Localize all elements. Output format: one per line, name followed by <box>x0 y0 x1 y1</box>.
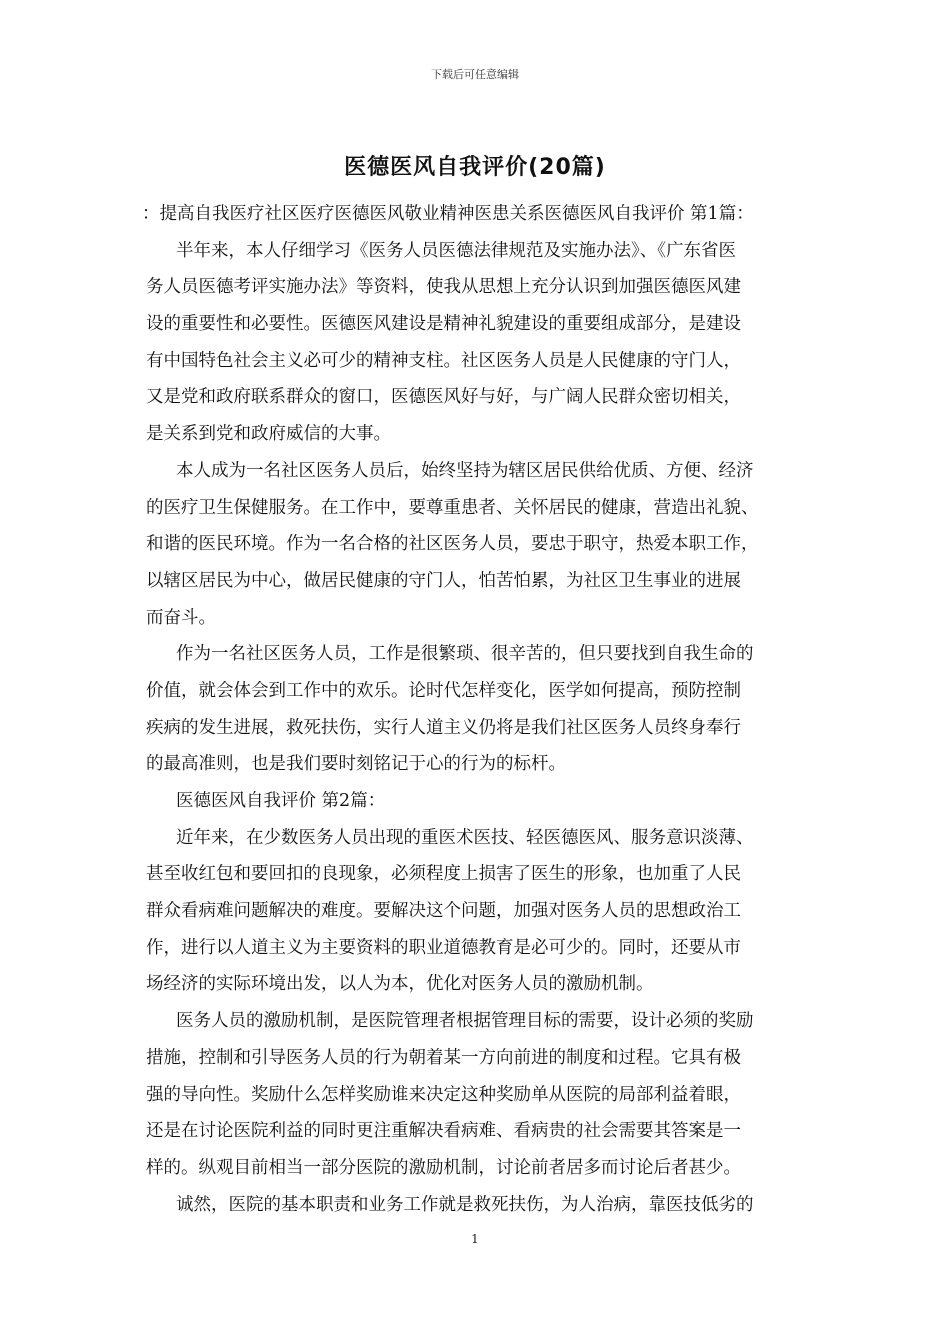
document-body <box>142 196 826 1223</box>
text-line: 样的。纵观目前相当一部分医院的激励机制，讨论前者居多而讨论后者甚少。 <box>146 1157 741 1178</box>
text-line: 疾病的发生进展，救死扶伤，实行人道主义仍将是我们社区医务人员终身奉行 <box>146 717 741 738</box>
text-line: 本人成为一名社区医务人员后，始终坚持为辖区居民供给优质、方便、经济 <box>176 460 754 481</box>
text-line: 近年来，在少数医务人员出现的重医术医技、轻医德医风、服务意识淡薄、 <box>176 827 754 848</box>
page-header: 下载后可任意编辑 <box>431 68 519 81</box>
text-line: 作为一名社区医务人员，工作是很繁琐、很辛苦的，但只要找到自我生命的 <box>176 644 754 665</box>
keywords-line: ：提高自我医疗社区医疗医德医风敬业精神医患关系医德医风自我评价 第1篇： <box>142 204 754 224</box>
document-title: 医德医风自我评价(20篇) <box>344 155 606 180</box>
text-line: 务人员医德考评实施办法》等资料，使我从思想上充分认识到加强医德医风建 <box>146 277 741 298</box>
text-line: 措施，控制和引导医务人员的行为朝着某一方向前进的制度和过程。它具有极 <box>146 1047 741 1068</box>
text-line: 的最高准则，也是我们要时刻铭记于心的行为的标杆。 <box>146 754 566 775</box>
text-line: 作，进行以人道主义为主要资料的职业道德教育是必可少的。同时，还要从市 <box>146 937 741 958</box>
text-line: 有中国特色社会主义必可少的精神支柱。社区医务人员是人民健康的守门人， <box>146 350 741 371</box>
text-line: 场经济的实际环境出发，以人为本，优化对医务人员的激励机制。 <box>146 974 654 995</box>
text-line: 半年来，本人仔细学习《医务人员医德法律规范及实施办法》、《广东省医 <box>176 240 736 261</box>
text-line: 是关系到党和政府威信的大事。 <box>146 424 391 445</box>
text-line: 强的导向性。奖励什么怎样奖励谁来决定这种奖励单从医院的局部利益着眼， <box>146 1084 741 1105</box>
text-line: 医务人员的激励机制，是医院管理者根据管理目标的需要，设计必须的奖励 <box>176 1011 754 1032</box>
text-line: 诚然，医院的基本职责和业务工作就是救死扶伤，为人治病，靠医技低劣的 <box>176 1194 754 1215</box>
text-line: 群众看病难问题解决的难度。要解决这个问题，加强对医务人员的思想政治工 <box>146 901 741 922</box>
text-line: 设的重要性和必要性。医德医风建设是精神礼貌建设的重要组成部分，是建设 <box>146 314 741 335</box>
text-line: 又是党和政府联系群众的窗口，医德医风好与好，与广阔人民群众密切相关， <box>146 387 741 408</box>
text-line: 和谐的医民环境。作为一名合格的社区医务人员，要忠于职守，热爱本职工作， <box>146 534 759 555</box>
text-line: 的医疗卫生保健服务。在工作中，要尊重患者、关怀居民的健康，营造出礼貌、 <box>146 497 759 518</box>
page-number: 1 <box>471 1232 479 1246</box>
text-line: 甚至收红包和要回扣的良现象，必须程度上损害了医生的形象，也加重了人民 <box>146 864 741 885</box>
text-line: 价值，就会体会到工作中的欢乐。论时代怎样变化，医学如何提高，预防控制 <box>146 680 741 701</box>
text-line: 而奋斗。 <box>146 607 216 628</box>
text-line: 以辖区居民为中心，做居民健康的守门人，怕苦怕累，为社区卫生事业的进展 <box>146 570 741 591</box>
text-line: 还是在讨论医院利益的同时更注重解决看病难、看病贵的社会需要其答案是一 <box>146 1121 741 1142</box>
section-heading: 医德医风自我评价 第2篇： <box>176 791 386 811</box>
